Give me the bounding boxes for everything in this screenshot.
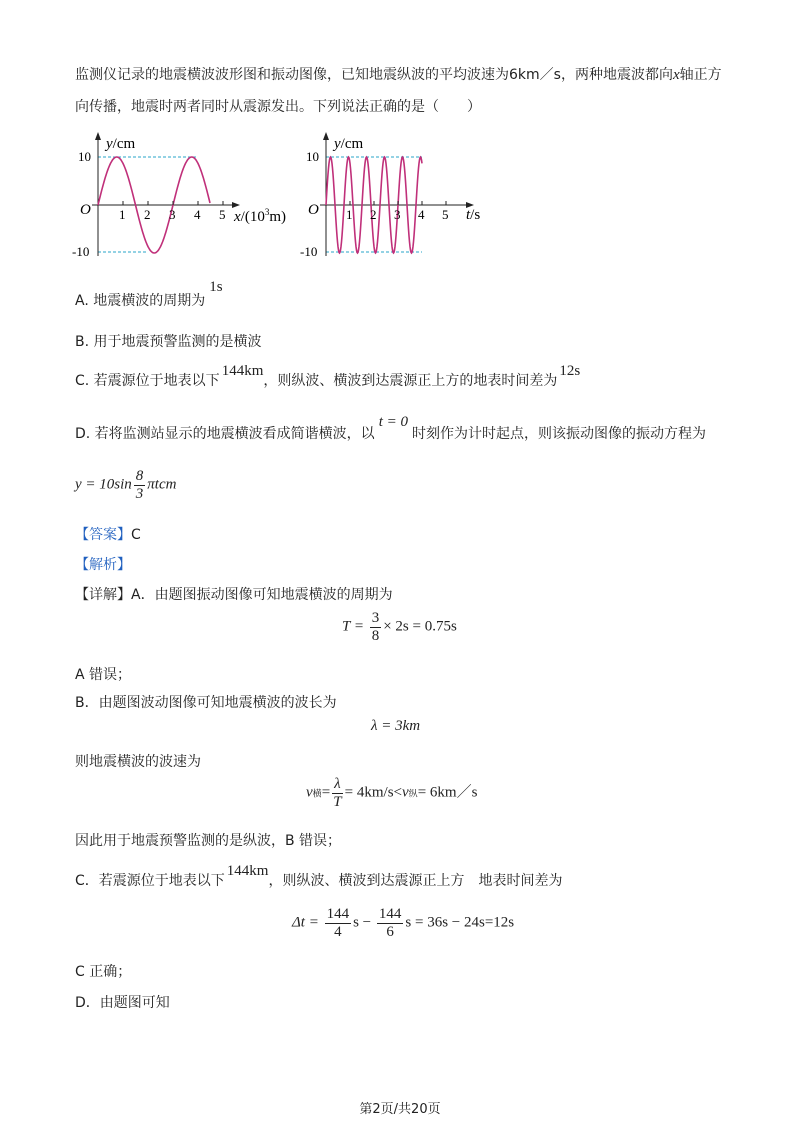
- speed-line: 则地震横波的波速为: [75, 754, 201, 770]
- y-tick-top: 10: [78, 149, 91, 164]
- x-ticks: [350, 201, 446, 205]
- answer-line: [75, 524, 141, 544]
- question-intro-line1: 监测仪记录的地震横波波形图和振动图像，已知地震纵波的平均波速为6km／s，两种地震波都向x轴正方: [75, 67, 722, 83]
- x-tick-4: 4: [194, 207, 201, 222]
- y-tick-top: 10: [306, 149, 319, 164]
- x-label: t/s: [466, 207, 481, 223]
- answer-value: C: [131, 527, 141, 543]
- x-tick-4: 4: [418, 207, 425, 222]
- x-tick-1: 1: [346, 207, 353, 222]
- origin-label: O: [308, 202, 319, 218]
- x-tick-2: 2: [370, 207, 377, 222]
- x-arrow: [232, 202, 240, 208]
- b-wrong: 因此用于地震预警监测的是纵波，B 错误；: [75, 833, 342, 849]
- answer-tag: 【答案】: [75, 527, 131, 543]
- analysis-tag: 【解析】: [75, 557, 131, 573]
- x-tick-5: 5: [219, 207, 226, 222]
- detail-tag: 【详解】: [75, 587, 131, 603]
- a-wrong: A 错误；: [75, 667, 132, 683]
- d-line: D．由题图可知: [75, 995, 170, 1011]
- x-tick-5: 5: [442, 207, 449, 222]
- equation-wavelength: λ = 3km: [371, 718, 421, 734]
- equation-period: T = $\frac{3}{8}$ × 2s = 0.75s: [342, 610, 457, 644]
- equation-speed: v横= $\frac{\lambda}{T}$ = 4km/s<v纵= 6km／s: [306, 776, 478, 810]
- equation-time-diff: Δt = $\frac{144}{4}$ s − $\frac{144}{6}$ s = 36s − 24s=12s: [292, 906, 515, 940]
- x-tick-1: 1: [119, 207, 126, 222]
- x-tick-2: 2: [144, 207, 151, 222]
- y-label: y/cm: [334, 136, 364, 152]
- y-arrow: [95, 132, 101, 140]
- detail-line: 【详解】A．由题图振动图像可知地震横波的周期为: [75, 587, 393, 603]
- option-a[interactable]: A. 地震横波的周期为1s: [75, 279, 223, 309]
- b-line: B．由题图波动图像可知地震横波的波长为: [75, 695, 337, 711]
- y-label: y/cm: [106, 136, 136, 152]
- option-c[interactable]: C. 若震源位于地表以下144km，则纵波、横波到达震源正上方的地表时间差为12s: [75, 363, 581, 389]
- y-tick-bottom: -10: [72, 244, 90, 259]
- y-arrow: [323, 132, 329, 140]
- page-footer: 第2页/共20页: [359, 1102, 441, 1117]
- x-tick-3: 3: [394, 207, 401, 222]
- origin-label: O: [80, 202, 91, 218]
- option-b[interactable]: B. 用于地震预警监测的是横波: [75, 334, 262, 350]
- question-intro-line2: 向传播，地震时两者同时从震源发出。下列说法正确的是（ ）: [75, 99, 481, 115]
- wave-graph: [70, 128, 310, 263]
- option-d[interactable]: D. 若将监测站显示的地震横波看成简谐横波，以t = 0时刻作为计时起点，则该振动图像的振动方程为: [75, 414, 706, 442]
- option-d-equation: y = 10sin $\frac{8}{3}$ πtcm: [75, 468, 177, 502]
- c-line: C．若震源位于地表以下144km，则纵波、横波到达震源正上方 地表时间差为: [75, 863, 563, 889]
- y-tick-bottom: -10: [300, 244, 318, 259]
- x-ticks: [123, 201, 223, 205]
- c-right: C 正确；: [75, 964, 132, 980]
- x-label: $x/(10^3m)$: [234, 207, 287, 225]
- vibration-graph: [298, 128, 498, 263]
- x-tick-3: 3: [169, 207, 176, 222]
